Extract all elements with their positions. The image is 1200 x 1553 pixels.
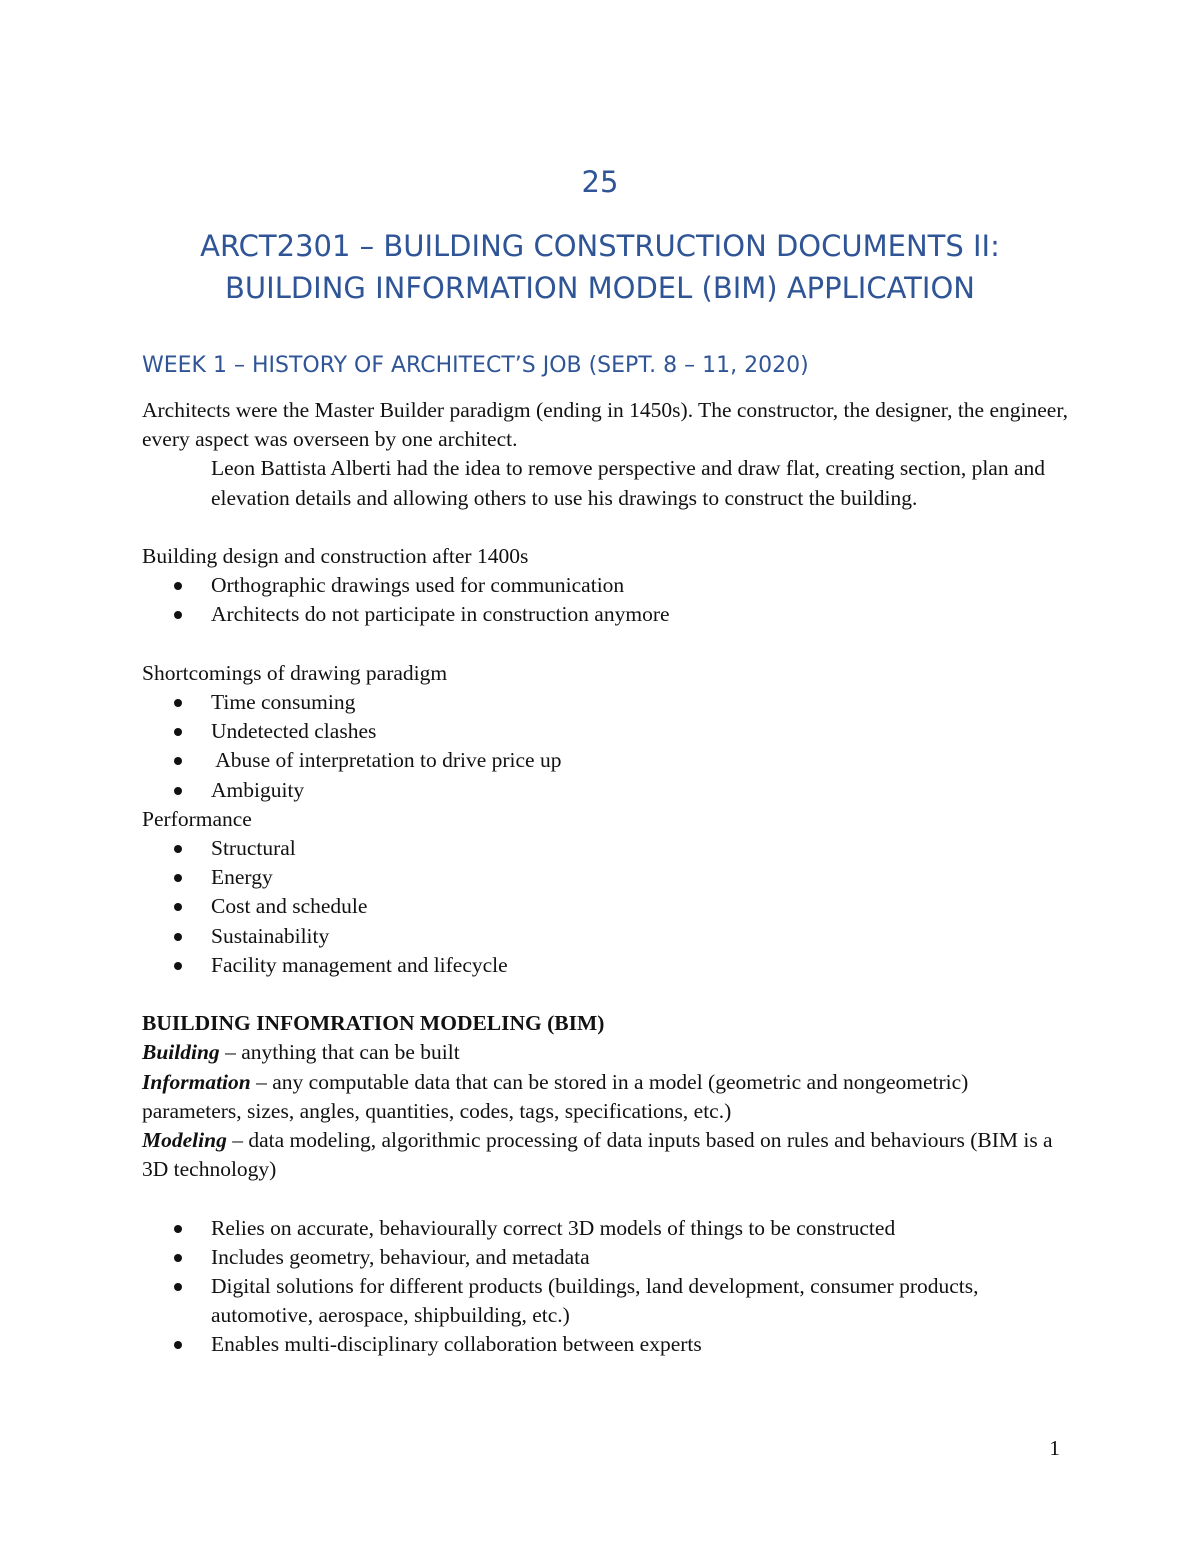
shortcomings-list: [142, 688, 1072, 805]
bim-heading: BUILDING INFOMRATION MODELING (BIM): [142, 1011, 605, 1036]
course-title-line-1: ARCT2301 – BUILDING CONSTRUCTION DOCUMENTS II:: [200, 229, 1000, 263]
list-item: Energy: [142, 863, 1072, 892]
definition-term: Information: [142, 1069, 251, 1094]
list-item: Structural: [142, 834, 1072, 863]
list-item: Abuse of interpretation to drive price up: [142, 746, 1072, 775]
definition-modeling: [142, 1126, 1072, 1184]
list-item: Cost and schedule: [142, 892, 1072, 921]
list-item: Includes geometry, behaviour, and metadata: [142, 1243, 1072, 1272]
definition-text: – anything that can be built: [219, 1040, 460, 1065]
definition-term: Modeling: [142, 1128, 227, 1153]
definition-information: [142, 1068, 1072, 1126]
performance-list: [142, 834, 1072, 980]
list-item: Time consuming: [142, 688, 1072, 717]
definition-building: [142, 1038, 1072, 1067]
after-1400s-heading: Building design and construction after 1400s: [142, 544, 529, 568]
course-title: [100, 225, 1100, 309]
course-title-line-2: BUILDING INFORMATION MODEL (BIM) APPLICATION: [225, 271, 975, 305]
performance-heading: Performance: [142, 806, 252, 831]
page-number: 1: [1049, 1436, 1060, 1460]
list-item: Enables multi-disciplinary collaboration between experts: [142, 1330, 1072, 1359]
document-body: [142, 396, 1072, 1360]
definition-term: Building: [142, 1040, 220, 1065]
list-item: Relies on accurate, behaviourally correct 3D models of things to be constructed: [142, 1214, 1072, 1243]
shortcomings-heading: Shortcomings of drawing paradigm: [142, 660, 448, 685]
list-item: Digital solutions for different products (buildings, land development, consumer products, automotive, aerospace, shipbuilding, etc.): [142, 1272, 1072, 1330]
bim-list: [142, 1214, 1072, 1360]
alberti-paragraph: Leon Battista Alberti had the idea to remove perspective and draw flat, creating section, plan and elevation details and allowing others to use his drawings to construct the building.: [211, 456, 1046, 510]
week-heading: WEEK 1 – HISTORY OF ARCHITECT’S JOB (SEPT. 8 – 11, 2020): [142, 353, 809, 378]
list-item: Orthographic drawings used for communication: [142, 571, 1072, 600]
after-1400s-list: [142, 571, 1072, 629]
intro-paragraph: Architects were the Master Builder paradigm (ending in 1450s). The constructor, the designer, the engineer, every aspect was overseen by one architect.: [142, 398, 1069, 452]
list-item: Facility management and lifecycle: [142, 951, 1072, 980]
list-item: Sustainability: [142, 922, 1072, 951]
definition-text: – any computable data that can be stored in a model (geometric and nongeometric) parameters, sizes, angles, quantities, codes, tags, specifications, etc.): [142, 1069, 969, 1123]
list-item: Ambiguity: [142, 776, 1072, 805]
list-item: Undetected clashes: [142, 717, 1072, 746]
list-item: Architects do not participate in construction anymore: [142, 600, 1072, 629]
definition-text: – data modeling, algorithmic processing of data inputs based on rules and behaviours (BIM is a 3D technology): [142, 1128, 1053, 1182]
course-number: 25: [581, 165, 619, 199]
